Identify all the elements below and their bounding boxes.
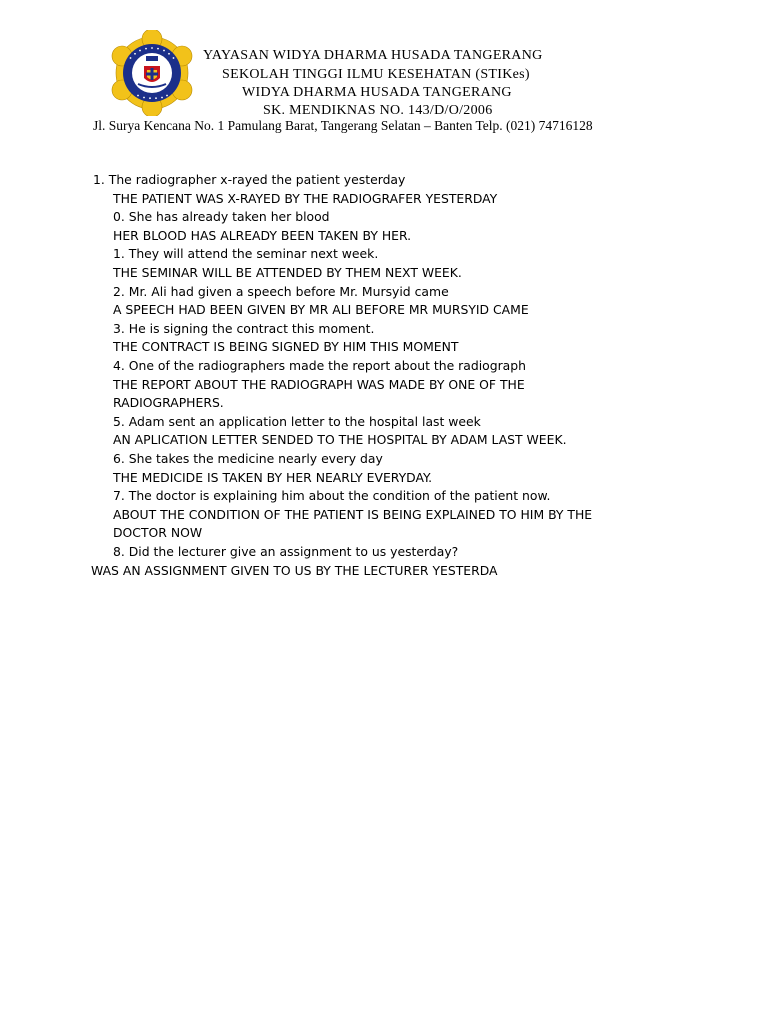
- list-item: 3. He is signing the contract this moment.: [113, 320, 375, 336]
- list-item: 5. Adam sent an application letter to the hospital last week: [113, 413, 481, 429]
- list-item: THE REPORT ABOUT THE RADIOGRAPH WAS MADE BY ONE OF THE: [113, 376, 525, 392]
- list-item: AN APLICATION LETTER SENDED TO THE HOSPITAL BY ADAM LAST WEEK.: [113, 432, 567, 448]
- list-item: DOCTOR NOW: [113, 525, 203, 541]
- institution-seal-icon: [104, 30, 200, 116]
- list-item: 2. Mr. Ali had given a speech before Mr. Mursyid came: [113, 283, 449, 299]
- list-item: 1. They will attend the seminar next week.: [113, 246, 379, 262]
- list-item: 8. Did the lecturer give an assignment to us yesterday?: [113, 544, 459, 559]
- list-item: 7. The doctor is explaining him about the condition of the patient now.: [113, 488, 551, 504]
- list-item: 1. The radiographer x-rayed the patient yesterday: [93, 172, 406, 187]
- list-item: ABOUT THE CONDITION OF THE PATIENT IS BEING EXPLAINED TO HIM BY THE: [113, 506, 593, 522]
- address-line: Jl. Surya Kencana No. 1 Pamulang Barat, Tangerang Selatan – Banten Telp. (021) 74716128: [93, 118, 593, 133]
- foundation-name: YAYASAN WIDYA DHARMA HUSADA TANGERANG: [203, 48, 543, 63]
- list-item: 4. One of the radiographers made the report about the radiograph: [113, 358, 526, 373]
- list-item: HER BLOOD HAS ALREADY BEEN TAKEN BY HER.: [113, 227, 412, 243]
- list-item: 0. She has already taken her blood: [113, 209, 330, 225]
- decree-number: SK. MENDIKNAS NO. 143/D/O/2006: [263, 103, 493, 118]
- list-item: 6. She takes the medicine nearly every day: [113, 451, 383, 466]
- list-item: RADIOGRAPHERS.: [113, 395, 224, 411]
- institution-name: WIDYA DHARMA HUSADA TANGERANG: [242, 85, 512, 100]
- list-item: THE PATIENT WAS X-RAYED BY THE RADIOGRAFER YESTERDAY: [113, 190, 498, 206]
- list-item: WAS AN ASSIGNMENT GIVEN TO US BY THE LECTURER YESTERDA: [91, 562, 498, 578]
- list-item: A SPEECH HAD BEEN GIVEN BY MR ALI BEFORE MR MURSYID CAME: [113, 302, 529, 318]
- school-name: SEKOLAH TINGGI ILMU KESEHATAN (STIKes): [222, 67, 530, 82]
- list-item: THE SEMINAR WILL BE ATTENDED BY THEM NEXT WEEK.: [113, 265, 462, 280]
- list-item: THE CONTRACT IS BEING SIGNED BY HIM THIS MOMENT: [113, 339, 459, 355]
- list-item: THE MEDICIDE IS TAKEN BY HER NEARLY EVERYDAY.: [113, 469, 433, 485]
